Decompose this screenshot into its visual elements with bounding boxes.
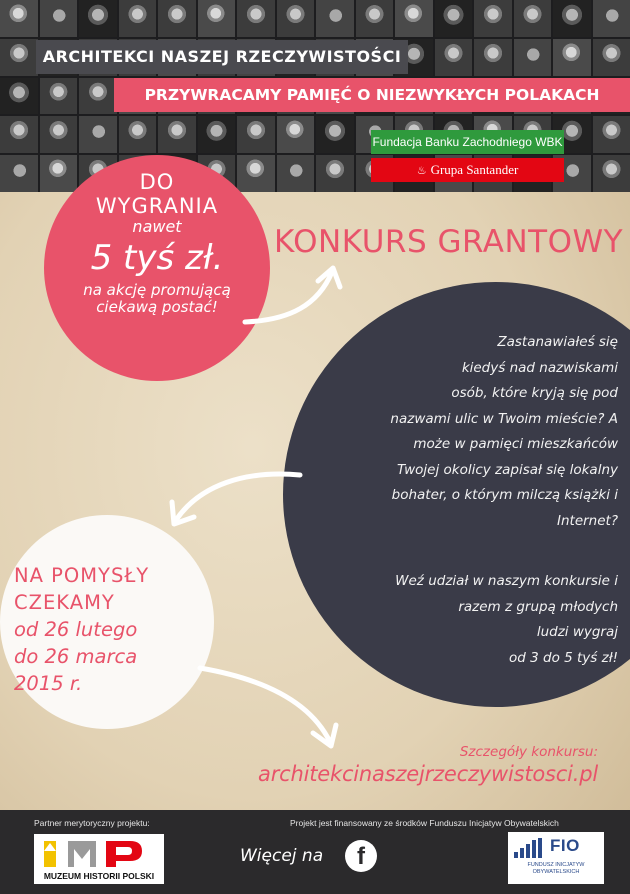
invite-line: Weź udział w naszym konkursie i (395, 573, 618, 589)
museum-emblem-icon (38, 837, 160, 871)
portrait-photo (237, 0, 275, 37)
question-line: nazwami ulic w Twoim mieście? A (390, 410, 618, 427)
question-text (300, 330, 618, 534)
portrait-photo (316, 0, 354, 37)
campaign-subtitle: PRZYWRACAMY PAMIĘĆ O NIEZWYKŁYCH POLAKACH (114, 78, 630, 112)
prize-text (44, 170, 270, 316)
museum-logo[interactable] (34, 834, 164, 884)
dates-start: od 26 lutego (14, 618, 138, 641)
dates-line-2: CZEKAMY (14, 591, 115, 614)
portrait-photo (158, 116, 196, 153)
prize-line-1: DO (139, 170, 175, 194)
question-line: Internet? (556, 512, 618, 529)
finance-label: Projekt jest finansowany ze środków Funduszu Inicjatyw Obywatelskich (290, 818, 559, 828)
contest-title: KONKURS GRANTOWY (274, 224, 624, 260)
portrait-photo (514, 39, 552, 76)
portrait-photo (435, 39, 473, 76)
invite-line: ludzi wygraj (536, 624, 618, 640)
portrait-photo (198, 0, 236, 37)
portrait-photo (198, 116, 236, 153)
portrait-photo (119, 116, 157, 153)
dates-year: 2015 r. (14, 672, 83, 695)
portrait-photo (0, 116, 38, 153)
portrait-photo (277, 155, 315, 192)
portrait-photo (553, 0, 591, 37)
portrait-photo (0, 0, 38, 37)
santander-flame-icon: ♨ (416, 165, 427, 177)
portrait-photo (40, 116, 78, 153)
details-label: Szczegóły konkursu: (459, 744, 598, 760)
campaign-title: ARCHITEKCI NASZEJ RZECZYWISTOŚCI (36, 40, 408, 74)
invite-line: od 3 do 5 tyś zł! (509, 649, 618, 666)
question-line: Twojej okolicy zapisał się lokalny (396, 461, 618, 478)
portrait-photo (356, 0, 394, 37)
invite-text (300, 569, 618, 671)
dates-end: do 26 marca (14, 645, 138, 668)
question-line: kiedyś nad nazwiskami (461, 359, 618, 376)
prize-line-2: WYGRANIA (95, 194, 219, 219)
partner-label: Partner merytoryczny projektu: (34, 818, 150, 828)
arrow-to-url-icon (200, 668, 330, 742)
portrait-photo (474, 0, 512, 37)
portrait-photo (316, 116, 354, 153)
portrait-photo (593, 155, 630, 192)
portrait-photo (277, 116, 315, 153)
prize-line-5: na akcję promującą (83, 280, 231, 299)
arrow-to-dates-icon (176, 474, 300, 520)
portrait-photo (316, 155, 354, 192)
prize-line-3: nawet (132, 217, 182, 237)
portrait-photo (158, 0, 196, 37)
dates-line-1: NA POMYSŁY (14, 564, 150, 587)
footer (0, 810, 630, 894)
portrait-photo (79, 78, 117, 115)
arrow-to-url-head-icon (313, 725, 336, 746)
portrait-photo (474, 39, 512, 76)
prize-amount: 5 tyś zł. (90, 237, 224, 278)
arrow-to-dates-head-icon (172, 502, 194, 524)
more-label: Więcej na (240, 846, 324, 866)
portrait-photo (79, 116, 117, 153)
portrait-photo (593, 39, 630, 76)
question-line: może w pamięci mieszkańców (413, 436, 618, 452)
sponsor-foundation-name: Fundacja Banku Zachodniego WBK (371, 130, 564, 154)
portrait-photo (553, 39, 591, 76)
question-line: Zastanawiałeś się (497, 334, 618, 350)
portrait-photo (40, 0, 78, 37)
question-line: bohater, o którym milczą książki i (391, 487, 618, 503)
dates-text (14, 562, 204, 697)
portrait-photo (277, 0, 315, 37)
fio-name: FIO (550, 836, 580, 855)
portrait-photo (0, 155, 38, 192)
prize-line-6: ciekawą postać! (96, 298, 218, 317)
portrait-photo (119, 0, 157, 37)
invite-line: razem z grupą młodych (458, 598, 618, 615)
portrait-photo (237, 116, 275, 153)
facebook-icon[interactable]: f (345, 840, 377, 872)
fio-logo[interactable] (508, 832, 604, 884)
portrait-photo (79, 0, 117, 37)
museum-name: MUZEUM HISTORII POLSKI (43, 871, 155, 881)
question-line: osób, które kryją się pod (451, 385, 618, 401)
sponsor-group-name (371, 158, 564, 182)
fio-subtitle: FUNDUSZ INICJATYW OBYWATELSKICH (527, 862, 585, 875)
portrait-photo (514, 0, 552, 37)
portrait-photo (593, 116, 630, 153)
portrait-photo (0, 39, 38, 76)
arrow-to-title-head-icon (318, 268, 340, 287)
portrait-photo (435, 0, 473, 37)
fio-emblem-icon (514, 838, 544, 858)
sponsor-group-label: Grupa Santander (430, 162, 519, 177)
portrait-photo (395, 0, 433, 37)
contest-website-link[interactable]: architekcinaszejrzeczywistosci.pl (258, 762, 598, 786)
portrait-photo (40, 78, 78, 115)
portrait-photo (593, 0, 630, 37)
sponsor-logo (371, 130, 564, 182)
portrait-photo (0, 78, 38, 115)
